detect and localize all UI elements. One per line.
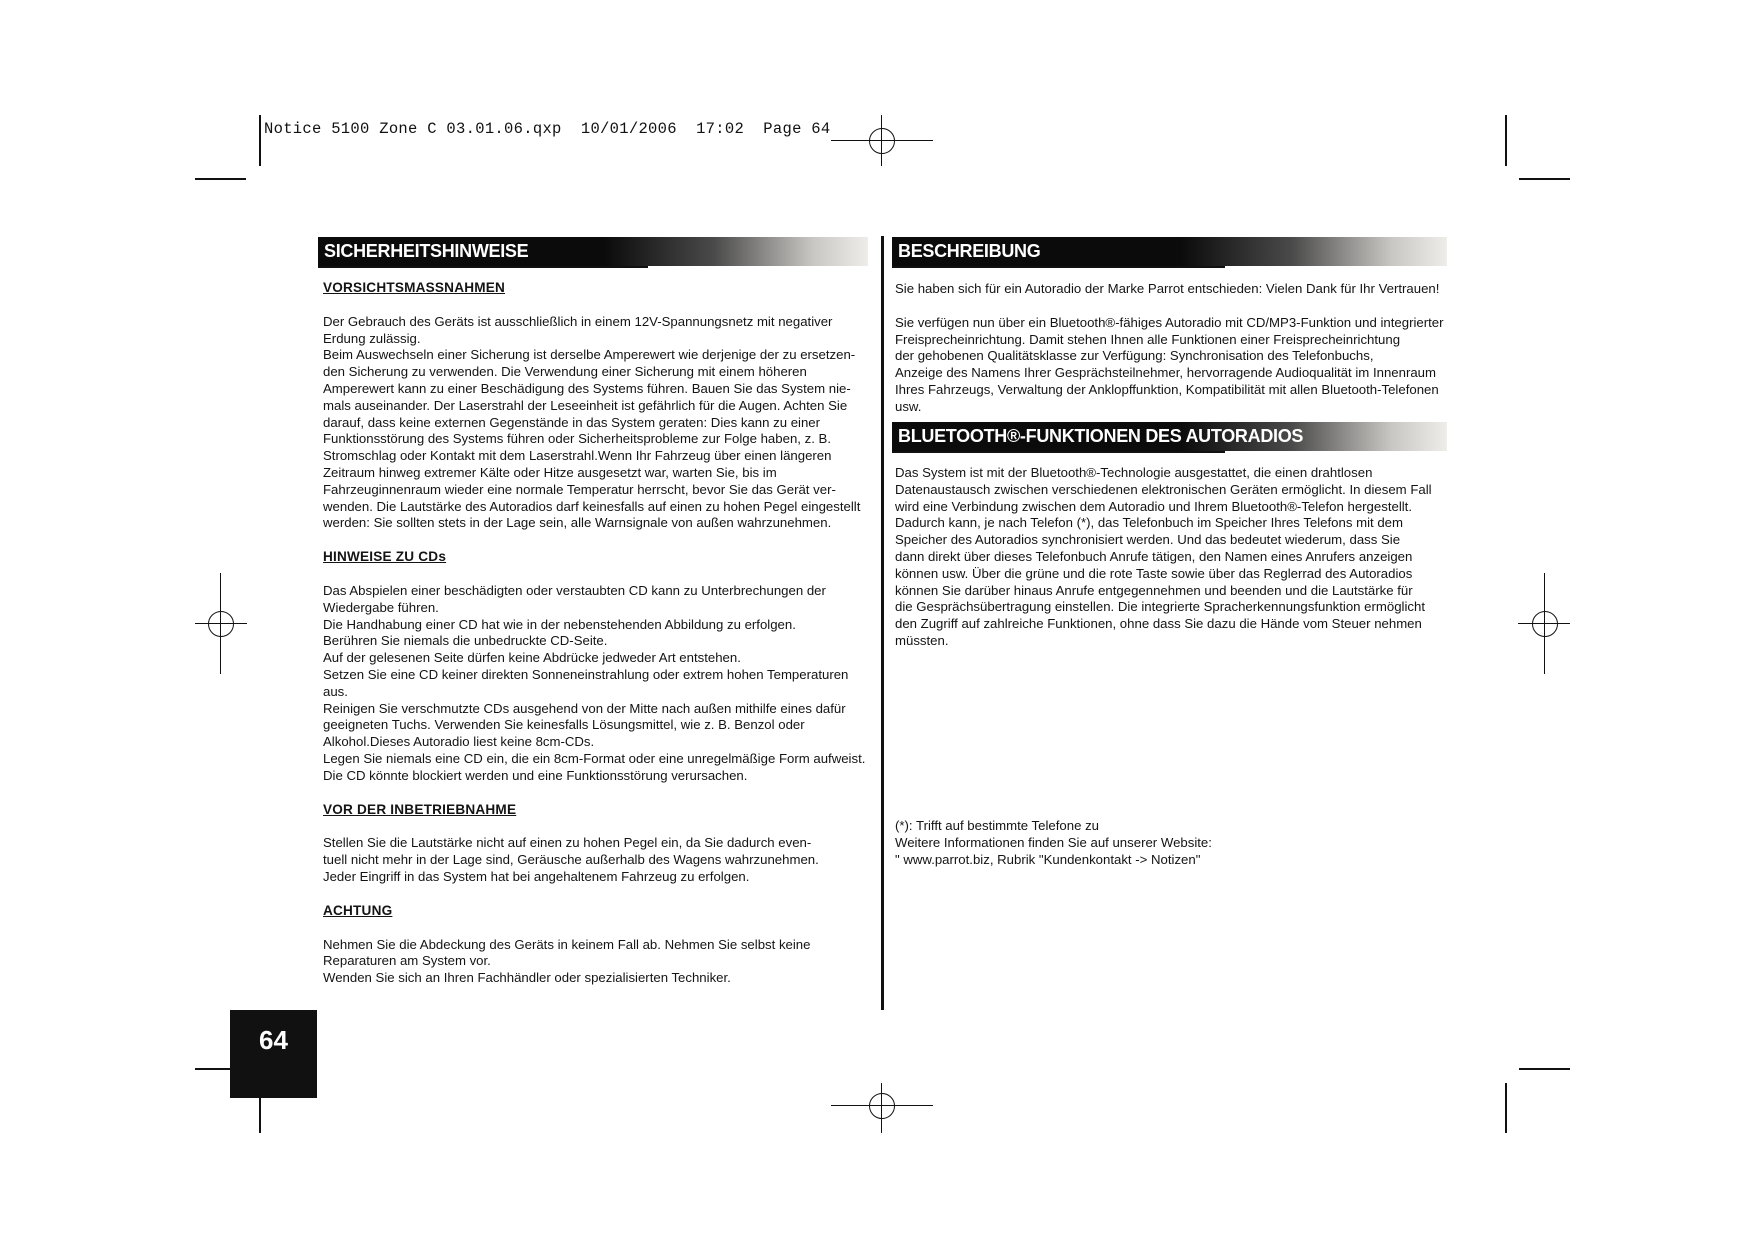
crop-mark [1505,1083,1507,1133]
footnote: (*): Trifft auf bestimmte Telefone zu Weitere Informationen finden Sie auf unserer Website: " www.parrot.biz, Rubrik "Kundenkontakt -> Notizen" [895,818,1455,868]
paragraph-intro: Sie haben sich für ein Autoradio der Marke Parrot entschieden: Vielen Dank für Ihr Vertrauen! [895,281,1440,296]
paragraph-vor-der-inbetriebnahme: Stellen Sie die Lautstärke nicht auf einen zu hohen Pegel ein, da Sie dadurch even- tuell nicht mehr in der Lage sind, Geräusche außerhalb des Wagens wahrzunehmen. Jeder Eingriff in das System hat bei angehaltenem Fahrzeug zu erfolgen. [323,835,819,884]
right-column-bluetooth: Das System ist mit der Bluetooth®-Technologie ausgestattet, die einen drahtlosen Datenaustausch zwischen verschiedenen elektronischen Geräten ermöglicht. In diesem Fall wird eine Verbindung zwischen dem Autoradio und Ihrem Bluetooth®-Telefon hergestellt. Dadurch kann, je nach Telefon (*), das Telefonbuch im Speicher Ihres Telefons mit dem Speicher des Autoradios synchronisiert werden. Und das bedeutet wiederum, dass Sie dann direkt über dieses Telefonbuch Anrufe tätigen, den Namen eines Anrufers anzeigen können usw. Über die grüne und die rote Taste sowie über das Reglerrad des Autoradios können Sie darüber hinaus Anrufe entgegennehmen und beenden und die Lautstärke für die Gesprächsübertragung einstellen. Die integrierte Spracherkennungsfunktion ermöglicht den Zugriff auf zahlreiche Funktionen, ohne dass Sie dazu die Hände vom Steuer nehmen müssten. [895,465,1432,648]
paragraph-achtung: Nehmen Sie die Abdeckung des Geräts in keinem Fall ab. Nehmen Sie selbst keine Reparaturen am System vor. Wenden Sie sich an Ihren Fachhändler oder spezialisierten Techniker. [323,936,811,986]
section-heading-beschreibung: BESCHREIBUNG [892,237,1447,266]
crop-mark [195,178,246,180]
subheading-hinweise-zu-cds: HINWEISE ZU CDs [323,549,447,565]
subheading-vorsichtsmassnahmen: VORSICHTSMASSNAHMEN [323,280,506,295]
subheading-vor-der-inbetriebnahme: VOR DER INBETRIEBNAHME [323,801,517,817]
page-number: 64 [230,1010,317,1098]
left-column [323,280,878,987]
crop-mark [1519,1068,1570,1070]
paragraph-vorsichtsmassnahmen: Der Gebrauch des Geräts ist ausschließlich in einem 12V-Spannungsnetz mit negativer Erdung zulässig. Beim Auswechseln einer Sicherung ist derselbe Amperewert wie derjenige der zu ersetzen- den Sicherung zu verwenden. Die Verwendung einer Sicherung mit einem höheren Amperewert kann zu einer Beschädigung des Systems führen. Bauen Sie das System nie- mals auseinander. Der Laserstrahl der Leseeinheit ist gefährlich für die Augen. Achten Sie darauf, dass keine externen Gegenstände in das System geraten: Dies kann zu einer Funktionsstörung des Systems führen oder Sicherheitsprobleme zur Folge haben, z. B. Stromschlag oder Kontakt mit dem Laserstrahl.Wenn Ihr Fahrzeug über einen längeren Zeitraum hinweg extremer Kälte oder Hitze ausgesetzt war, warten Sie, bis im Fahrzeuginnenraum wieder eine normale Temperatur herrscht, bevor Sie das Gerät ver- wenden. Die Lautstärke des Autoradios darf keinesfalls auf einen zu hohen Pegel eingestellt werden: Sie sollten stets in der Lage sein, alle Warnsignale von außen wahrzunehmen. [323,313,861,531]
paragraph-description: Sie verfügen nun über ein Bluetooth®-fähiges Autoradio mit CD/MP3-Funktion und integrierter Freisprecheinrichtung. Damit stehen Ihnen alle Funktionen einer Freisprecheinrichtung der gehobenen Qualitätsklasse zur Verfügung: Synchronisation des Telefonbuchs, Anzeige des Namens Ihrer Gesprächsteilnehmer, hervorragende Audioqualität im Innenraum Ihres Fahrzeugs, Verwaltung der Anklopffunktion, Kompatibilität mit allen Bluetooth-Telefonen usw. [895,314,1444,414]
subheading-achtung: ACHTUNG [323,902,393,918]
print-slug: Notice 5100 Zone C 03.01.06.qxp 10/01/2006 17:02 Page 64 [264,120,831,138]
crop-mark [1505,115,1507,166]
column-divider [881,236,884,1010]
website-reference: " www.parrot.biz, Rubrik "Kundenkontakt -> Notizen" [895,851,1201,867]
crop-mark [1519,178,1570,180]
crop-mark [259,115,261,166]
right-column-top [895,281,1455,416]
section-heading-sicherheitshinweise: SICHERHEITSHINWEISE [318,237,868,266]
paragraph-hinweise-zu-cds: Das Abspielen einer beschädigten oder verstaubten CD kann zu Unterbrechungen der Wiedergabe führen. Die Handhabung einer CD hat wie in der nebenstehenden Abbildung zu erfolgen. Berühren Sie niemals die unbedruckte CD-Seite. Auf der gelesenen Seite dürfen keine Abdrücke jedweder Art entstehen. Setzen Sie eine CD keiner direkten Sonneneinstrahlung oder extrem hohen Temperaturen aus. Reinigen Sie verschmutzte CDs ausgehend von der Mitte nach außen mithilfe eines dafür geeigneten Tuchs. Verwenden Sie keinesfalls Lösungsmittel, wie z. B. Benzol oder Alkohol.Dieses Autoradio liest keine 8cm-CDs. Legen Sie niemals eine CD ein, die ein 8cm-Format oder eine unregelmäßige Form aufweist. Die CD könnte blockiert werden und eine Funktionsstörung verursachen. [323,582,866,783]
section-heading-bluetooth-funktionen: BLUETOOTH®-FUNKTIONEN DES AUTORADIOS [892,422,1447,451]
